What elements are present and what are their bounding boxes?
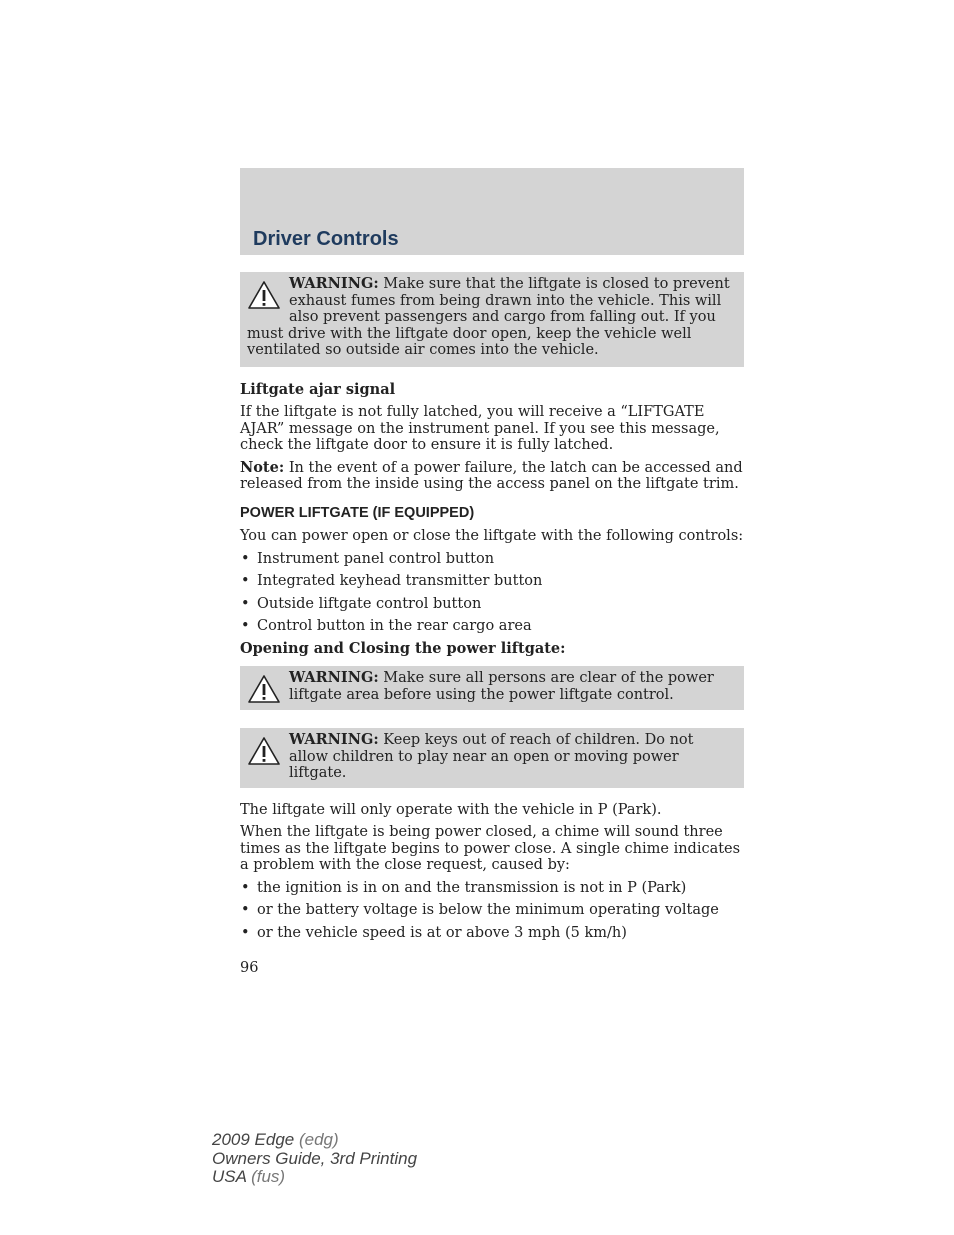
warning-box-exhaust: [240, 272, 744, 367]
page-content: [240, 272, 744, 941]
section-title: Driver Controls: [253, 228, 399, 250]
footer-edition: Owners Guide, 3rd Printing: [212, 1148, 418, 1168]
warning-label: WARNING:: [289, 669, 379, 686]
liftgate-ajar-heading: Liftgate ajar signal: [240, 380, 396, 398]
warning-triangle-icon: [247, 736, 281, 766]
power-liftgate-intro: You can power open or close the liftgate with the following controls:: [240, 528, 744, 544]
footer-market-code: (fus): [251, 1167, 286, 1186]
list-item: • or the vehicle speed is at or above 3 mph (5 km/h): [240, 925, 744, 942]
warning-label: WARNING:: [289, 731, 379, 748]
footer-market: USA: [212, 1167, 247, 1186]
list-item: • Instrument panel control button: [240, 551, 744, 568]
note-text: In the event of a power failure, the latch can be accessed and released from the inside using the access panel on the liftgate trim.: [240, 459, 743, 492]
list-item: • the ignition is in on and the transmission is not in P (Park): [240, 880, 744, 897]
chime-paragraph: When the liftgate is being power closed, a chime will sound three times as the liftgate begins to power close. A single chime indicates a problem with the close request, caused by:: [240, 824, 741, 873]
controls-list: [240, 551, 744, 635]
warning-text: Make sure all persons are clear of the power liftgate area before using the power liftgate control.: [289, 670, 714, 703]
opening-closing-heading: Opening and Closing the power liftgate:: [240, 639, 566, 657]
liftgate-ajar-body: If the liftgate is not fully latched, you will receive a “LIFTGATE AJAR” message on the instrument panel. If you see this message, check the liftgate door to ensure it is fully latched.: [240, 404, 720, 453]
page-number: 96: [240, 960, 259, 976]
warning-triangle-icon: [247, 674, 281, 704]
warning-box-children: [240, 728, 744, 788]
warning-triangle-icon: [247, 280, 281, 310]
note-label: Note:: [240, 458, 285, 476]
warning-text: Make sure that the liftgate is closed to prevent exhaust fumes from being drawn into the vehicle. This will also prevent passengers and cargo from falling out. If you must drive with the liftgate door open, keep the vehicle well ventilated so outside air comes into the vehicle.: [247, 276, 730, 358]
list-item: • Control button in the rear cargo area: [240, 618, 744, 635]
footer-model: 2009 Edge: [212, 1130, 295, 1149]
document-footer: [212, 1131, 417, 1187]
footer-model-code: (edg): [298, 1130, 339, 1149]
park-paragraph: The liftgate will only operate with the vehicle in P (Park).: [240, 801, 662, 818]
list-item: • Integrated keyhead transmitter button: [240, 573, 744, 590]
power-liftgate-heading: POWER LIFTGATE (IF EQUIPPED): [240, 504, 475, 521]
list-item: • or the battery voltage is below the minimum operating voltage: [240, 902, 744, 919]
note-paragraph: [240, 460, 744, 493]
warning-box-persons: [240, 666, 744, 710]
section-header-band: [240, 168, 744, 255]
warning-text: Keep keys out of reach of children. Do not allow children to play near an open or moving power liftgate.: [289, 732, 694, 781]
warning-label: WARNING:: [289, 275, 379, 292]
list-item: • Outside liftgate control button: [240, 596, 744, 613]
causes-list: [240, 880, 744, 942]
